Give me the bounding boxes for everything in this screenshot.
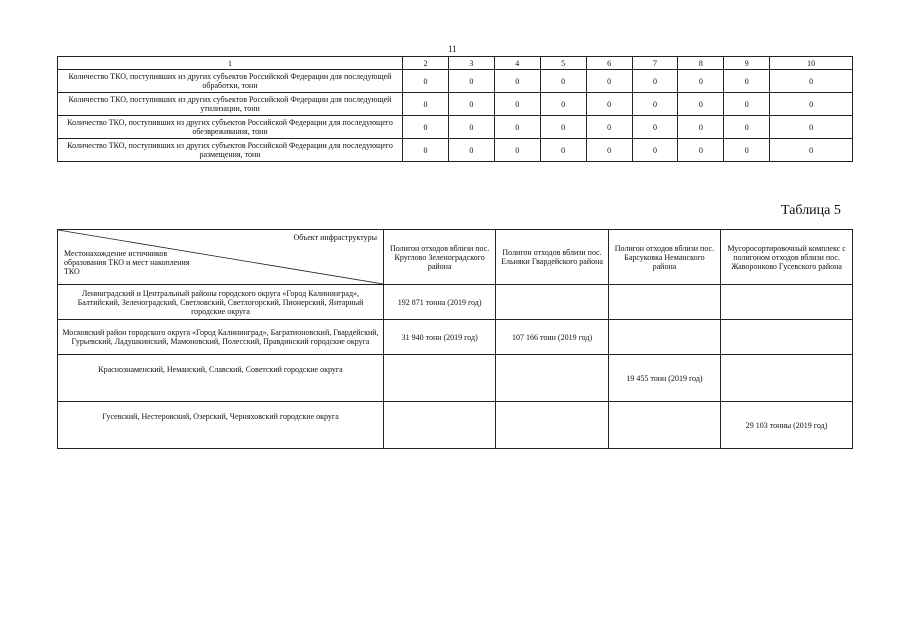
table-cell: 0 <box>448 93 494 116</box>
row-label: Краснознаменский, Неманский, Славский, Советский городские округа <box>58 355 384 402</box>
column-header: 3 <box>448 57 494 70</box>
column-header: 8 <box>678 57 724 70</box>
table-cell: 0 <box>724 116 770 139</box>
table-cell: 0 <box>494 139 540 162</box>
row-label: Количество ТКО, поступивших из других субъектов Российской Федерации для последующей обработки, тонн <box>58 70 403 93</box>
table-cell: 0 <box>678 93 724 116</box>
table-cell <box>721 285 853 320</box>
page-number: 11 <box>448 44 457 54</box>
table-header-row <box>58 57 853 70</box>
table-cell <box>496 355 608 402</box>
table-cell: 0 <box>678 70 724 93</box>
table-cell: 29 103 тонны (2019 год) <box>721 402 853 449</box>
table-header-row <box>58 230 853 285</box>
column-header: 6 <box>586 57 632 70</box>
table-cell: 0 <box>448 116 494 139</box>
column-header: 10 <box>770 57 853 70</box>
table-row <box>58 139 853 162</box>
table-cell: 0 <box>770 70 853 93</box>
table-cell: 0 <box>586 93 632 116</box>
tko-import-table <box>57 56 853 162</box>
table-caption: Таблица 5 <box>781 203 841 218</box>
table-cell <box>496 402 608 449</box>
table-row <box>58 93 853 116</box>
column-header: 2 <box>403 57 449 70</box>
table-cell: 0 <box>770 116 853 139</box>
table-cell <box>496 285 608 320</box>
table-cell: 0 <box>494 70 540 93</box>
table-cell: 0 <box>540 93 586 116</box>
column-header: 5 <box>540 57 586 70</box>
table-cell: 0 <box>586 70 632 93</box>
table-cell: 0 <box>724 93 770 116</box>
table-cell: 0 <box>540 70 586 93</box>
table-cell: 0 <box>403 93 449 116</box>
row-label: Количество ТКО, поступивших из других субъектов Российской Федерации для последующего размещения, тонн <box>58 139 403 162</box>
row-label: Московский район городского округа «Город Калининград», Багратионовский, Гвардейский, Гурьевский, Ладушкинский, Мамоновский, Полесский, Правдинский городские округа <box>58 320 384 355</box>
column-header: 1 <box>58 57 403 70</box>
table-cell: 0 <box>586 116 632 139</box>
corner-header-cell <box>58 230 384 285</box>
row-label: Количество ТКО, поступивших из других субъектов Российской Федерации для последующей утилизации, тонн <box>58 93 403 116</box>
table-cell: 0 <box>494 93 540 116</box>
table-cell: 0 <box>770 139 853 162</box>
table-cell: 0 <box>678 116 724 139</box>
table-cell: 0 <box>540 116 586 139</box>
table-row <box>58 285 853 320</box>
table-cell <box>608 320 720 355</box>
corner-header-bottom: Местонахождение источников образования ТКО и мест накопления ТКО <box>64 249 190 276</box>
table-cell <box>608 402 720 449</box>
table-cell <box>721 355 853 402</box>
table-cell: 0 <box>632 116 678 139</box>
table-cell: 107 166 тонн (2019 год) <box>496 320 608 355</box>
table-cell: 0 <box>724 70 770 93</box>
infrastructure-table <box>57 229 853 449</box>
table-cell: 0 <box>494 116 540 139</box>
column-header: 9 <box>724 57 770 70</box>
row-label: Гусевский, Нестеровский, Озерский, Черняховский городские округа <box>58 402 384 449</box>
table-row <box>58 355 853 402</box>
table-cell <box>721 320 853 355</box>
column-header: Полигон отходов вблизи пос. Барсуковка Неманского района <box>608 230 720 285</box>
table-row <box>58 70 853 93</box>
table-cell: 0 <box>448 139 494 162</box>
row-label: Количество ТКО, поступивших из других субъектов Российской Федерации для последующего обезвреживания, тонн <box>58 116 403 139</box>
table-cell: 0 <box>678 139 724 162</box>
table-row <box>58 402 853 449</box>
table-cell: 192 871 тонна (2019 год) <box>383 285 495 320</box>
table-cell <box>383 402 495 449</box>
table-cell: 0 <box>586 139 632 162</box>
table-row <box>58 116 853 139</box>
table-cell: 0 <box>403 116 449 139</box>
corner-header-top: Объект инфраструктуры <box>293 233 377 242</box>
table-cell: 31 940 тонн (2019 год) <box>383 320 495 355</box>
column-header: Мусоросортировочный комплекс с полигоном отходов вблизи пос. Жаворонково Гусевского района <box>721 230 853 285</box>
table-cell: 0 <box>403 139 449 162</box>
column-header: 4 <box>494 57 540 70</box>
column-header: Полигон отходов вблизи пос. Круглово Зеленоградского района <box>383 230 495 285</box>
table-cell: 0 <box>540 139 586 162</box>
table-cell: 0 <box>632 93 678 116</box>
column-header: 7 <box>632 57 678 70</box>
table-cell: 0 <box>448 70 494 93</box>
table-cell: 0 <box>770 93 853 116</box>
table-cell: 0 <box>724 139 770 162</box>
table-cell: 19 455 тонн (2019 год) <box>608 355 720 402</box>
table-cell <box>608 285 720 320</box>
table-row <box>58 320 853 355</box>
table-cell: 0 <box>403 70 449 93</box>
row-label: Ленинградский и Центральный районы городского округа «Город Калининград», Балтийский, Зеленоградский, Светловский, Светлогорский, Пионерский, Янтарный городские округа <box>58 285 384 320</box>
table-cell: 0 <box>632 70 678 93</box>
column-header: Полигон отходов вблизи пос. Ельняки Гвардейского района <box>496 230 608 285</box>
table-cell <box>383 355 495 402</box>
table-cell: 0 <box>632 139 678 162</box>
